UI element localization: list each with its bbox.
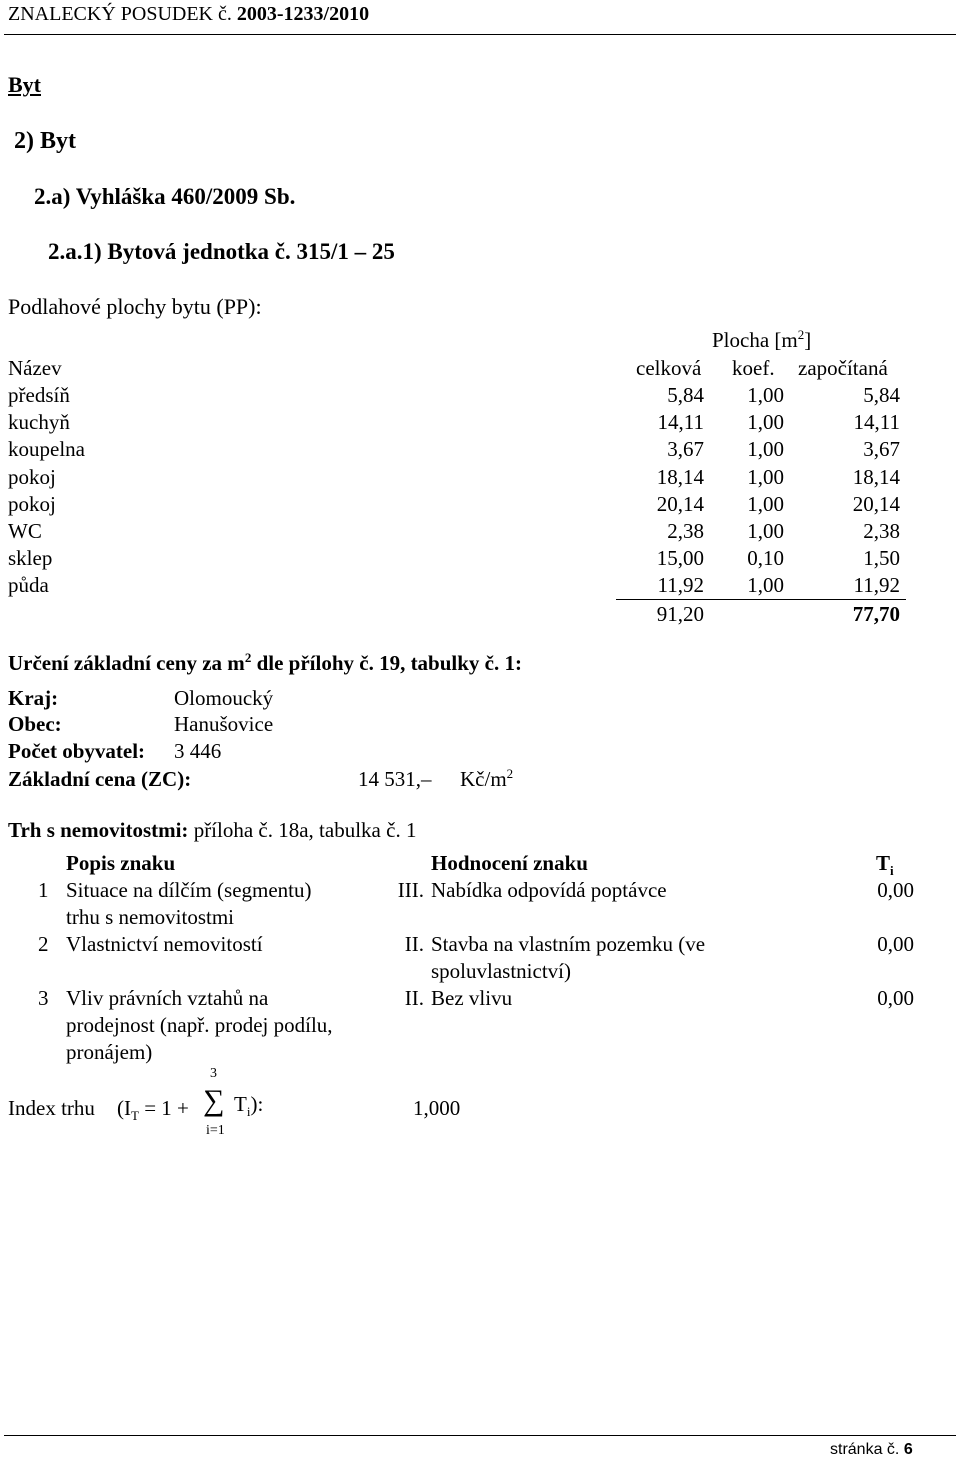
market-row-description-line2: trhu s nemovitostmi: [66, 905, 234, 929]
room-name: půda: [8, 573, 49, 597]
market-row-value: 0,00: [877, 878, 914, 902]
heading-2: 2.a) Vyhláška 460/2009 Sb.: [34, 184, 296, 209]
room-counted: 2,38: [863, 519, 900, 543]
room-total: 3,67: [667, 437, 704, 461]
index-formula: ($I_T = 1$ +: [117, 1096, 189, 1124]
footer-rule: [4, 1435, 956, 1436]
page-footer: [830, 1441, 913, 1459]
room-coef: 1,00: [747, 573, 784, 597]
room-coef: 1,00: [747, 383, 784, 407]
header-number: 2003-1233/2010: [236, 3, 370, 25]
room-coef: 1,00: [747, 519, 784, 543]
col-name-header: Název: [8, 356, 62, 380]
room-counted: 18,14: [852, 465, 900, 489]
room-total: 2,38: [667, 519, 704, 543]
market-row-evaluation-line2: spoluvlastnictví): [431, 959, 571, 983]
area-sum-rule: [616, 599, 906, 600]
col-total-header: celková: [636, 356, 702, 380]
room-total: 20,14: [656, 492, 704, 516]
market-row-description: Situace na dílčím (segmentu): [66, 878, 312, 902]
section-title: Byt: [8, 72, 41, 97]
market-row-description: Vlastnictví nemovitostí: [66, 932, 263, 956]
sum-counted: 77,70: [852, 602, 900, 626]
room-name: předsíň: [8, 383, 70, 407]
index-formula-end: $T_i$):: [234, 1092, 264, 1120]
market-row-number: 3: [38, 986, 49, 1010]
region-value: Olomoucký: [174, 686, 274, 710]
price-section-title: Určení základní ceny za $m^2$ dle přílohy č. 19, tabulky č. 1:: [8, 650, 522, 675]
base-price-label: Základní cena (ZC):: [8, 767, 192, 791]
room-counted: 11,92: [853, 573, 900, 597]
col-counted-header: započítaná: [798, 356, 888, 380]
market-row-evaluation: Bez vlivu: [431, 986, 513, 1010]
base-price-value: 14 531,–: [358, 767, 432, 791]
header-prefix: ZNALECKÝ POSUDEK č.: [8, 3, 232, 25]
room-counted: 3,67: [863, 437, 900, 461]
sigma-upper-limit: 3: [210, 1066, 217, 1081]
market-row-description-line2: prodejnost (např. prodej podílu,: [66, 1013, 333, 1037]
room-name: pokoj: [8, 492, 56, 516]
market-row-number: 1: [38, 878, 49, 902]
room-coef: 0,10: [747, 546, 784, 570]
footer-page-number: 6: [903, 1441, 913, 1458]
room-name: kuchyň: [8, 410, 70, 434]
room-name: koupelna: [8, 437, 85, 461]
market-row-evaluation: Nabídka odpovídá poptávce: [431, 878, 667, 902]
market-row-level: II.: [404, 932, 424, 956]
municipality-label: Obec:: [8, 712, 62, 736]
room-total: 14,11: [657, 410, 704, 434]
market-col-desc: Popis znaku: [66, 851, 176, 875]
market-col-eval: Hodnocení znaku: [431, 851, 588, 875]
market-row-value: 0,00: [877, 986, 914, 1010]
base-price-unit: $Kč/m^2$: [460, 766, 514, 791]
room-total: 11,92: [657, 573, 704, 597]
room-name: pokoj: [8, 465, 56, 489]
room-name: sklep: [8, 546, 53, 570]
room-total: 5,84: [667, 383, 704, 407]
market-row-evaluation: Stavba na vlastním pozemku (ve: [431, 932, 706, 956]
area-group-header: Plocha $[m^2]$: [712, 327, 812, 352]
sum-total: 91,20: [656, 602, 704, 626]
room-coef: 1,00: [747, 437, 784, 461]
population-value: 3 446: [174, 739, 222, 763]
sigma-icon: ∑: [203, 1084, 225, 1117]
room-coef: 1,00: [747, 410, 784, 434]
room-total: 15,00: [656, 546, 704, 570]
room-coef: 1,00: [747, 492, 784, 516]
footer-label: stránka č.: [830, 1441, 900, 1458]
heading-1: 2) Byt: [14, 128, 76, 154]
room-counted: 1,50: [863, 546, 900, 570]
region-label: Kraj:: [8, 686, 59, 710]
room-total: 18,14: [656, 465, 704, 489]
room-counted: 5,84: [863, 383, 900, 407]
index-label: Index trhu: [8, 1096, 95, 1120]
document-header: [8, 3, 369, 26]
market-row-level: III.: [397, 878, 424, 902]
floor-area-caption: Podlahové plochy bytu (PP):: [8, 294, 262, 319]
market-col-t: $T_i$: [876, 851, 894, 879]
municipality-value: Hanušovice: [174, 712, 274, 736]
index-value: 1,000: [413, 1096, 461, 1120]
room-counted: 14,11: [853, 410, 900, 434]
market-row-number: 2: [38, 932, 49, 956]
market-row-description-line3: pronájem): [66, 1040, 153, 1064]
market-row-level: II.: [404, 986, 424, 1010]
market-title: Trh s nemovitostmi: příloha č. 18a, tabulka č. 1: [8, 818, 417, 842]
population-label: Počet obyvatel:: [8, 739, 146, 763]
room-name: WC: [8, 519, 42, 543]
market-row-value: 0,00: [877, 932, 914, 956]
sigma-lower-limit: i=1: [206, 1123, 225, 1138]
header-rule: [4, 34, 956, 35]
col-coef-header: koef.: [732, 356, 775, 380]
room-counted: 20,14: [852, 492, 900, 516]
market-row-description: Vliv právních vztahů na: [66, 986, 269, 1010]
room-coef: 1,00: [747, 465, 784, 489]
heading-3: 2.a.1) Bytová jednotka č. 315/1 – 25: [48, 239, 395, 264]
